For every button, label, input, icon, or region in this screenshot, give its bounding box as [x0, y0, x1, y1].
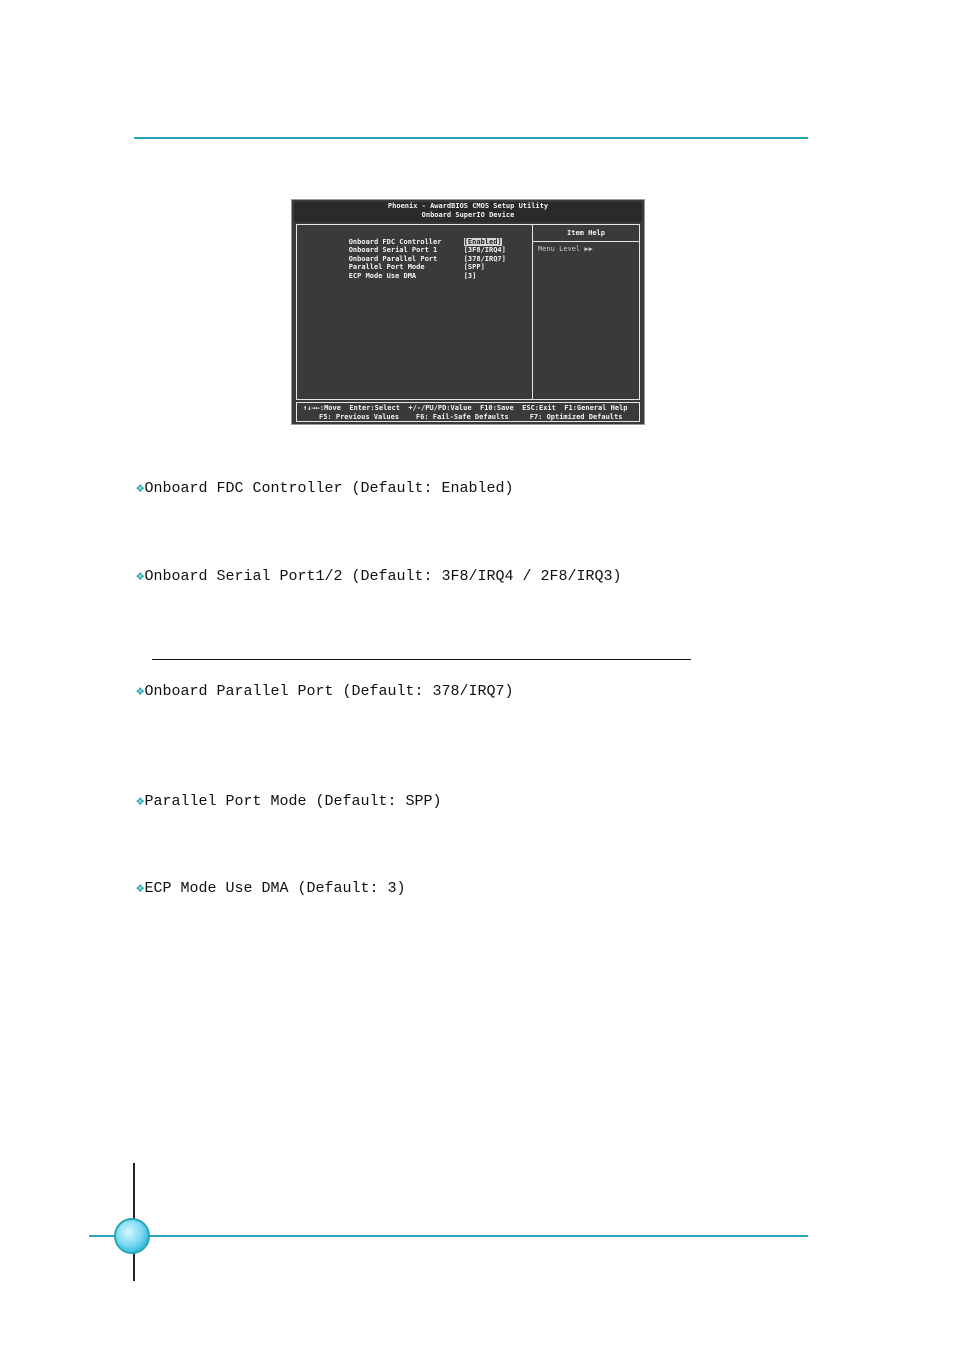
heading-parallel: [136, 683, 514, 700]
heading-text: Parallel Port Mode (Default: SPP): [144, 793, 442, 810]
bios-help-panel: [533, 225, 639, 399]
bios-header: [294, 202, 642, 222]
heading-serial: [136, 568, 622, 585]
bios-subtitle: Onboard SuperIO Device: [421, 211, 515, 219]
diamond-bullet-icon: ❖: [136, 881, 145, 897]
heading-fdc: [136, 480, 514, 497]
bios-row-serial: [315, 238, 506, 254]
bios-row-dma: [315, 263, 477, 280]
heading-text: ECP Mode Use DMA (Default: 3): [144, 880, 406, 897]
heading-mode: [136, 793, 442, 810]
bios-row-mode: [315, 255, 485, 271]
help-menu-level: Menu Level ▶▶: [538, 244, 593, 253]
bios-settings-panel: [297, 225, 533, 399]
heading-text: Onboard Parallel Port (Default: 378/IRQ7): [144, 683, 514, 700]
bios-row-value: [3]: [463, 271, 477, 280]
heading-dma: [136, 880, 405, 897]
bios-row-value: [378/IRQ7]: [463, 254, 506, 263]
diamond-bullet-icon: ❖: [136, 794, 145, 810]
footer-line-2: F5: Previous Values F6: Fail-Safe Defaults F7: Optimized Defaults: [319, 413, 623, 421]
bios-title: Phoenix - AwardBIOS CMOS Setup Utility: [387, 202, 549, 210]
bios-footer: [296, 402, 640, 422]
bios-row-value: [3F8/IRQ4]: [463, 246, 506, 254]
divider: [152, 659, 691, 660]
bios-row-label: Onboard FDC Controller: [348, 237, 442, 246]
page-marker-circle-icon: [114, 1218, 150, 1254]
top-rule: [134, 137, 808, 139]
bios-frame: [296, 224, 640, 400]
heading-text: Onboard Serial Port1/2 (Default: 3F8/IRQ4 / 2F8/IRQ3): [144, 568, 622, 585]
bios-row-value: [SPP]: [463, 263, 485, 271]
diamond-bullet-icon: ❖: [136, 684, 145, 700]
help-title: Item Help: [567, 229, 605, 237]
bios-row-label: Onboard Serial Port 1: [348, 246, 438, 254]
bios-screenshot: [291, 199, 645, 425]
help-divider: [533, 241, 639, 242]
bios-row-value: [Enabled]: [463, 237, 502, 246]
bios-row-label: Parallel Port Mode: [348, 263, 425, 271]
bios-row-fdc: [315, 229, 502, 246]
diamond-bullet-icon: ❖: [136, 481, 145, 497]
bios-row-parallel: [315, 246, 506, 263]
footer-line-1: ↑↓→←:Move Enter:Select +/-/PU/PD:Value F10:Save ESC:Exit F1:General Help: [303, 404, 628, 412]
bios-row-label: Onboard Parallel Port: [348, 254, 438, 263]
footer-rule: [134, 1235, 808, 1237]
diamond-bullet-icon: ❖: [136, 569, 145, 585]
bios-row-label: ECP Mode Use DMA: [348, 271, 417, 280]
heading-text: Onboard FDC Controller (Default: Enabled): [144, 480, 514, 497]
